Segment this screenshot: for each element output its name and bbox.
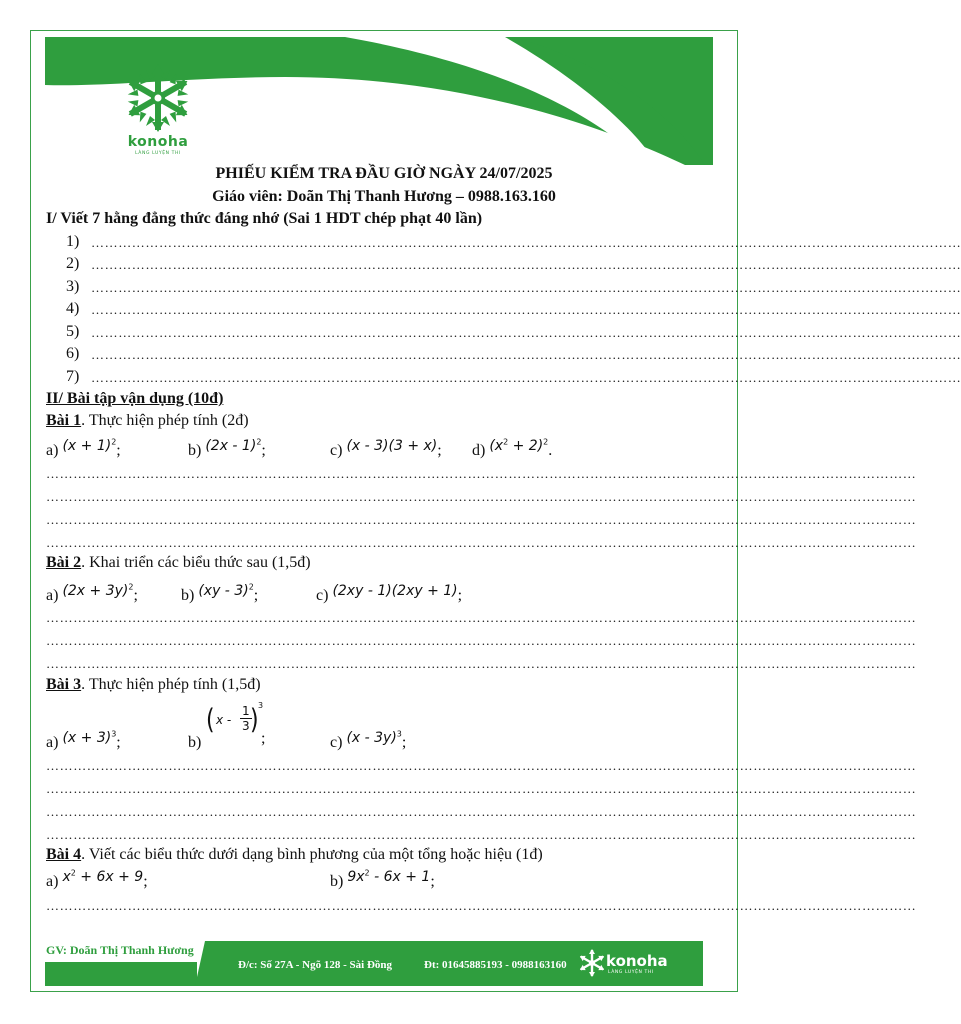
- section2-title: II/ Bài tập vận dụng (10đ): [46, 390, 224, 407]
- bai1-a-expr: $(x + 1)^2$: [62, 437, 117, 454]
- bai3-b-label: b): [188, 734, 202, 751]
- bai3-answer-line-3: …………………………………………………………………………………………………………………………………………………………………………: [46, 804, 917, 819]
- bai1-b: b) (2x - 1)$^2$;: [188, 437, 266, 459]
- bai3-answer-line-4: …………………………………………………………………………………………………………………………………………………………………………: [46, 827, 917, 842]
- bai3-answer-line-1: …………………………………………………………………………………………………………………………………………………………………………: [46, 758, 917, 773]
- teacher-line: Giáo viên: Doãn Thị Thanh Hương – 0988.163.160: [212, 188, 556, 205]
- bai3-label: Bài 3: [46, 676, 82, 693]
- bai2-answer-line-3: …………………………………………………………………………………………………………………………………………………………………………: [46, 656, 917, 671]
- bai1-answer-line-1: …………………………………………………………………………………………………………………………………………………………………………: [46, 466, 917, 481]
- item-number-5: 5): [66, 323, 80, 340]
- bai4-a: a) $x^2 + 6x + 9$;: [46, 868, 148, 890]
- bai2-c-expr: (2xy - 1)(2xy + 1): [332, 583, 458, 599]
- bai4-text: . Viết các biểu thức dưới dạng bình phương của một tổng hoặc hiệu (1đ): [81, 846, 543, 863]
- bai4-label: Bài 4: [46, 846, 82, 863]
- bai1-b-expr: (2x - 1)$^2$: [205, 437, 262, 454]
- bai1-heading: [46, 412, 249, 430]
- bai4-heading: [46, 846, 543, 864]
- answer-line-5: …………………………………………………………………………………………………………………………………………………………………………: [91, 325, 961, 340]
- bai1-c-expr: (x - 3)(3 + x): [346, 438, 438, 454]
- bai2-answer-line-1: …………………………………………………………………………………………………………………………………………………………………………: [46, 610, 917, 625]
- logo-tagline: LÀNG LUYỆN THI: [135, 151, 181, 156]
- item-number-3: 3): [66, 278, 80, 295]
- answer-line-4: …………………………………………………………………………………………………………………………………………………………………………: [91, 302, 961, 317]
- bai3-a: a) $(x + 3)^3$;: [46, 729, 121, 751]
- bai1-answer-line-3: …………………………………………………………………………………………………………………………………………………………………………: [46, 512, 917, 527]
- bai2-a: a) $(2x + 3y)^2$;: [46, 582, 138, 604]
- bai4-b: b) $9x^2 - 6x + 1$;: [330, 868, 435, 890]
- bai2-label: Bài 2: [46, 554, 82, 571]
- bai1-d: d) $(x^2 + 2)^2$.: [472, 437, 553, 459]
- footer-brand-name: konoha: [606, 952, 668, 970]
- answer-line-7: …………………………………………………………………………………………………………………………………………………………………………: [91, 370, 961, 385]
- bai1-c: c) (x - 3)(3 + x);: [330, 438, 442, 459]
- bai3-answer-line-2: …………………………………………………………………………………………………………………………………………………………………………: [46, 781, 917, 796]
- bai4-answer-line-1: …………………………………………………………………………………………………………………………………………………………………………: [46, 898, 917, 913]
- bai1-d-expr: $(x^2 + 2)^2$: [489, 437, 549, 454]
- answer-line-1: …………………………………………………………………………………………………………………………………………………………………………: [91, 235, 961, 250]
- bai3-a-expr: $(x + 3)^3$: [62, 729, 117, 746]
- bai2-answer-line-2: …………………………………………………………………………………………………………………………………………………………………………: [46, 633, 917, 648]
- bai1-answer-line-2: …………………………………………………………………………………………………………………………………………………………………………: [46, 489, 917, 504]
- bai2-text: . Khai triển các biểu thức sau (1,5đ): [81, 554, 311, 571]
- bai3-b-sep: ;: [261, 730, 266, 747]
- konoha-logo: [122, 62, 194, 160]
- item-number-6: 6): [66, 345, 80, 362]
- bai4-a-expr: $x^2 + 6x + 9$: [62, 868, 144, 885]
- section1-title: I/ Viết 7 hằng đẳng thức đáng nhớ (Sai 1 HDT chép phạt 40 lần): [46, 210, 483, 227]
- item-number-4: 4): [66, 300, 80, 317]
- bai3-c: c) (x - 3y)$^3$;: [330, 729, 407, 751]
- bai1-a: a) $(x + 1)^2$;: [46, 437, 121, 459]
- bai3-heading: [46, 676, 261, 694]
- bai3-c-expr: (x - 3y)$^3$: [346, 729, 402, 746]
- footer-phone: Đt: 01645885193 - 0988163160: [424, 959, 567, 971]
- bai1-text: . Thực hiện phép tính (2đ): [81, 412, 249, 429]
- footer-snowflake-icon: [578, 947, 606, 979]
- bai2-heading: [46, 554, 311, 572]
- bai1-label: Bài 1: [46, 412, 82, 429]
- footer-teacher: GV: Doãn Thị Thanh Hương: [46, 943, 194, 957]
- bai1-answer-line-4: …………………………………………………………………………………………………………………………………………………………………………: [46, 535, 917, 550]
- bai4-b-expr: $9x^2 - 6x + 1$: [347, 868, 431, 885]
- logo-brand-name: konoha: [127, 134, 189, 150]
- bai2-a-expr: $(2x + 3y)^2$: [62, 582, 134, 599]
- bai2-b-expr: (xy - 3)$^2$: [198, 582, 254, 599]
- bai3-text: . Thực hiện phép tính (1,5đ): [81, 676, 261, 693]
- answer-line-2: …………………………………………………………………………………………………………………………………………………………………………: [91, 257, 961, 272]
- bai2-b: b) (xy - 3)$^2$;: [181, 582, 259, 604]
- bai3-b-expr: ( x - 1 3 ) 3: [206, 701, 264, 736]
- item-number-2: 2): [66, 255, 80, 272]
- snowflake-icon: [122, 62, 194, 132]
- answer-line-6: …………………………………………………………………………………………………………………………………………………………………………: [91, 347, 961, 362]
- bai2-c: c) (2xy - 1)(2xy + 1);: [316, 583, 463, 604]
- footer-brand-tagline: LÀNG LUYỆN THI: [608, 970, 654, 975]
- worksheet-title: PHIẾU KIỂM TRA ĐẦU GIỜ NGÀY 24/07/2025: [215, 165, 553, 182]
- footer-address: Đ/c: Số 27A - Ngõ 128 - Sài Đồng: [238, 959, 393, 971]
- item-number-1: 1): [66, 233, 80, 250]
- item-number-7: 7): [66, 368, 80, 385]
- answer-line-3: …………………………………………………………………………………………………………………………………………………………………………: [91, 280, 961, 295]
